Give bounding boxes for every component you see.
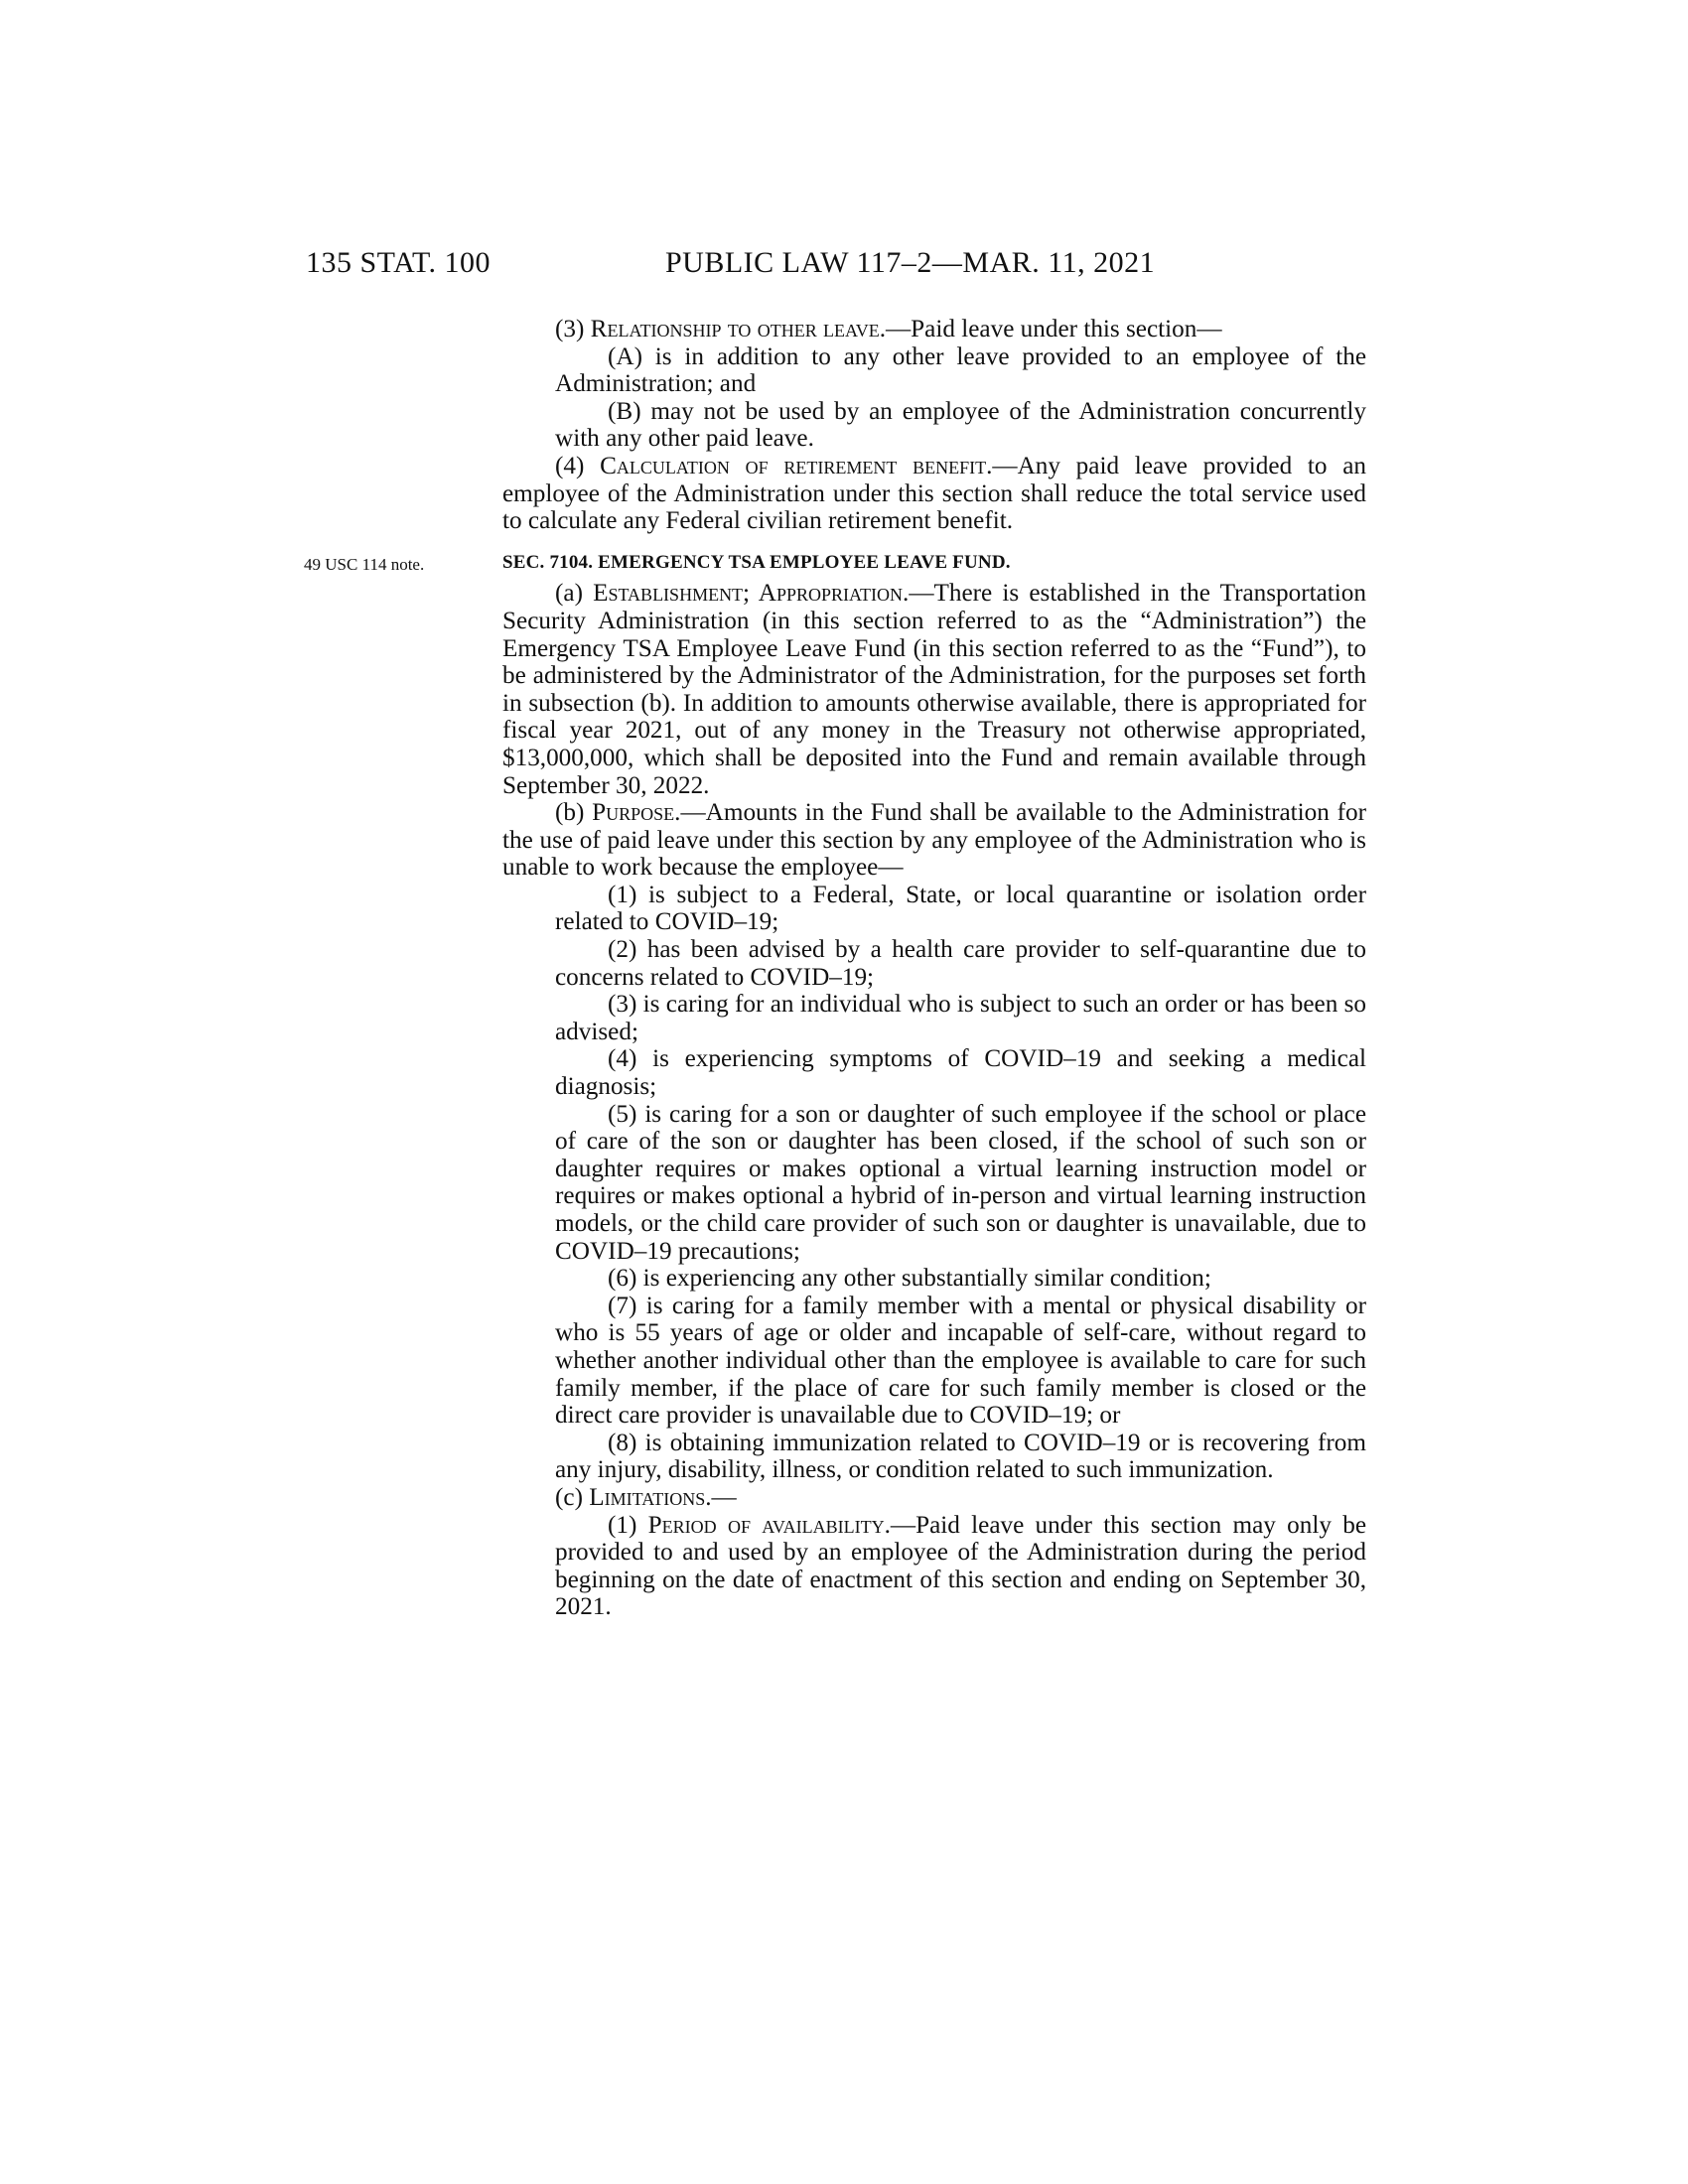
subsection-c-1-number: (1) [608, 1511, 648, 1539]
subsection-a-heading: Establishment; Appropriation [593, 580, 904, 608]
subsection-b-7: (7) is caring for a family member with a mental or physical disability or who is 55 years of age or older and incapable of self-care, without regard to whether another individual other than the employee is available to care for such family member, if the place of care for such family member is closed or the direct care provider is unavailable due to COVID–19; or [555, 1292, 1366, 1430]
page-statute-citation: 135 STAT. 100 [306, 246, 492, 279]
paragraph-3-number: (3) [555, 316, 591, 342]
paragraph-4-heading: Calculation of retirement benefit [600, 452, 987, 479]
body-column [304, 316, 1367, 1621]
subsection-b-6: (6) is experiencing any other substantially similar condition; [608, 1265, 1211, 1293]
running-header: PUBLIC LAW 117–2—MAR. 11, 2021 [665, 246, 1156, 279]
subsection-b-heading: Purpose [592, 799, 675, 827]
subsection-b-text: .—Amounts in the Fund shall be available to the Administration for the use of paid leave under this section by any employee of the Administration who is unable to work because the employee— [502, 799, 1366, 882]
subsection-b-number: (b) [555, 799, 593, 827]
subsection-c-heading: Limitations [589, 1483, 706, 1511]
subsection-c-text: .— [705, 1483, 737, 1511]
paragraph-3-A: (A) is in addition to any other leave provided to an employee of the Administration; and [555, 342, 1366, 398]
subsection-c-1 [555, 1512, 1366, 1621]
section-heading: SEC. 7104. EMERGENCY TSA EMPLOYEE LEAVE FUND. [502, 551, 1011, 573]
subsection-a-number: (a) [555, 580, 594, 608]
paragraph-3-B: (B) may not be used by an employee of the Administration concurrently with any other paid leave. [555, 397, 1366, 453]
paragraph-3-text: .—Paid leave under this section— [879, 316, 1222, 342]
paragraph-4-number: (4) [555, 452, 601, 479]
subsection-b-5: (5) is caring for a son or daughter of such employee if the school or place of care of the son or daughter has been closed, if the school of such son or daughter requires or makes optional a virtual learning instruction model or requires or makes optional a hybrid of in-person and virtual learning instruction models, or the child care provider of such son or daughter is unavailable, due to COVID–19 precautions; [555, 1100, 1366, 1265]
section-7104 [304, 549, 1366, 581]
subsection-a-text: .—There is established in the Transportation Security Administration (in this section referred to as the “Administration”) the Emergency TSA Employee Leave Fund (in this section referred to as the “Fund”), to be administered by the Administrator of the Administration, for the purposes set forth in subsection (b). In addition to amounts otherwise available, there is appropriated for fiscal year 2021, out of any money in the Treasury not otherwise appropriated, $13,000,000, which shall be deposited into the Fund and remain available through September 30, 2022. [502, 580, 1366, 799]
subsection-b-4: (4) is experiencing symptoms of COVID–19 and seeking a medical diagnosis; [555, 1045, 1366, 1101]
paragraph-3 [502, 316, 1366, 343]
subsection-b-1: (1) is subject to a Federal, State, or local quarantine or isolation order related to COVID–19; [555, 881, 1366, 936]
subsection-b-2: (2) has been advised by a health care provider to self-quarantine due to concerns related to COVID–19; [555, 936, 1366, 991]
subsection-c-1-heading: Period of availability [647, 1511, 885, 1539]
subsection-b [502, 799, 1366, 882]
subsection-c-1-text: .—Paid leave under this section may only be provided to and used by an employee of the Administration during the period beginning on the date of enactment of this section and ending on September 30, 2021. [555, 1511, 1367, 1621]
subsection-c-number: (c) [555, 1483, 590, 1511]
subsection-b-3: (3) is caring for an individual who is subject to such an order or has been so advised; [555, 991, 1366, 1045]
subsection-c [502, 1484, 1366, 1512]
paragraph-3-heading: Relationship to other leave [590, 316, 880, 342]
paragraph-4 [502, 453, 1366, 535]
subsection-a [502, 580, 1366, 799]
subsection-b-8: (8) is obtaining immunization related to COVID–19 or is recovering from any injury, disability, illness, or condition related to such immunization. [555, 1429, 1366, 1484]
paragraph-4-text: .—Any paid leave provided to an employee of the Administration under this section shall reduce the total service used to calculate any Federal civilian retirement benefit. [502, 452, 1366, 535]
margin-note: 49 USC 114 note. [304, 554, 425, 574]
